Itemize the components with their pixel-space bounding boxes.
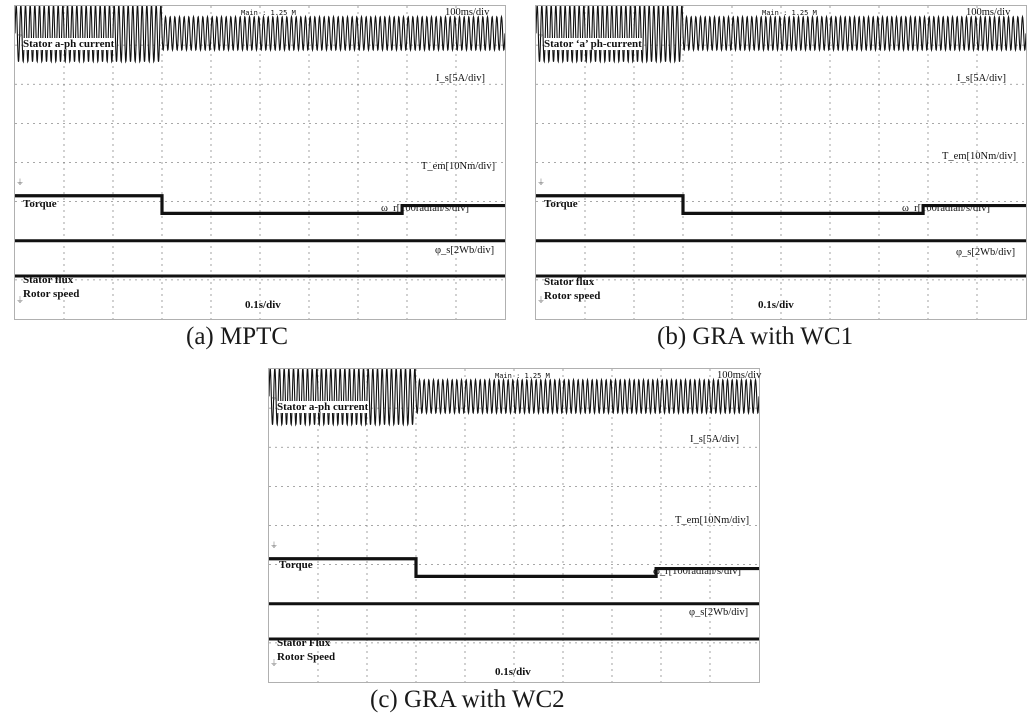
- speed-scale: ω_r[100radian/s/div]: [902, 203, 990, 214]
- current-label: Stator a-ph current: [277, 401, 369, 413]
- scope-traces: [536, 6, 1026, 319]
- flux-scale: φ_s[2Wb/div]: [689, 607, 749, 618]
- oscilloscope-screen: [14, 5, 506, 320]
- flux-scale: φ_s[2Wb/div]: [435, 245, 495, 256]
- ground-marker-icon: ⏚: [16, 295, 24, 305]
- current-label: Stator ‘a’ ph-current: [544, 38, 642, 50]
- header-main: Main : 1.25 M: [241, 9, 296, 17]
- ground-marker-icon: ⏚: [270, 541, 278, 551]
- caption: (b) GRA with WC1: [657, 323, 854, 350]
- time-scale-label: 0.1s/div: [495, 666, 531, 678]
- torque-scale: T_em[10Nm/div]: [942, 151, 1017, 162]
- header-timebase: 100ms/div: [966, 7, 1011, 18]
- flux-label: Stator Flux: [277, 637, 331, 649]
- speed-label: Rotor speed: [544, 290, 601, 302]
- ground-marker-icon: ⏚: [537, 178, 545, 188]
- caption: (c) GRA with WC2: [370, 686, 565, 713]
- speed-label: Rotor Speed: [277, 651, 336, 663]
- ground-marker-icon: ⏚: [537, 295, 545, 305]
- header-timebase: 100ms/div: [717, 370, 762, 381]
- flux-label: Stator flux: [23, 274, 74, 286]
- ground-marker-icon: ⏚: [16, 29, 24, 39]
- time-scale-label: 0.1s/div: [245, 299, 281, 311]
- time-scale-label: 0.1s/div: [758, 299, 794, 311]
- torque-scale: T_em[10Nm/div]: [675, 515, 750, 526]
- current-scale: I_s[5A/div]: [957, 73, 1006, 84]
- torque-label: Torque: [279, 559, 313, 571]
- ground-marker-icon: ⏚: [537, 29, 545, 39]
- flux-scale: φ_s[2Wb/div]: [956, 247, 1016, 258]
- header-main: Main : 1.25 M: [762, 9, 817, 17]
- ground-marker-icon: ⏚: [270, 392, 278, 402]
- ground-marker-icon: ⏚: [16, 178, 24, 188]
- ground-marker-icon: ⏚: [270, 658, 278, 668]
- header-main: Main : 1.25 M: [495, 372, 550, 380]
- flux-label: Stator flux: [544, 276, 595, 288]
- current-scale: I_s[5A/div]: [436, 73, 485, 84]
- caption: (a) MPTC: [186, 323, 289, 350]
- current-label: Stator a-ph current: [23, 38, 115, 50]
- speed-scale: ω_r[100radian/s/div]: [381, 203, 469, 214]
- header-timebase: 100ms/div: [445, 7, 490, 18]
- torque-label: Torque: [544, 198, 578, 210]
- oscilloscope-screen: [535, 5, 1027, 320]
- oscilloscope-screen: [268, 368, 760, 683]
- torque-label: Torque: [23, 198, 57, 210]
- speed-scale: ω_r[100radian/s/div]: [653, 566, 741, 577]
- current-scale: I_s[5A/div]: [690, 434, 739, 445]
- speed-label: Rotor speed: [23, 288, 80, 300]
- torque-scale: T_em[10Nm/div]: [421, 161, 496, 172]
